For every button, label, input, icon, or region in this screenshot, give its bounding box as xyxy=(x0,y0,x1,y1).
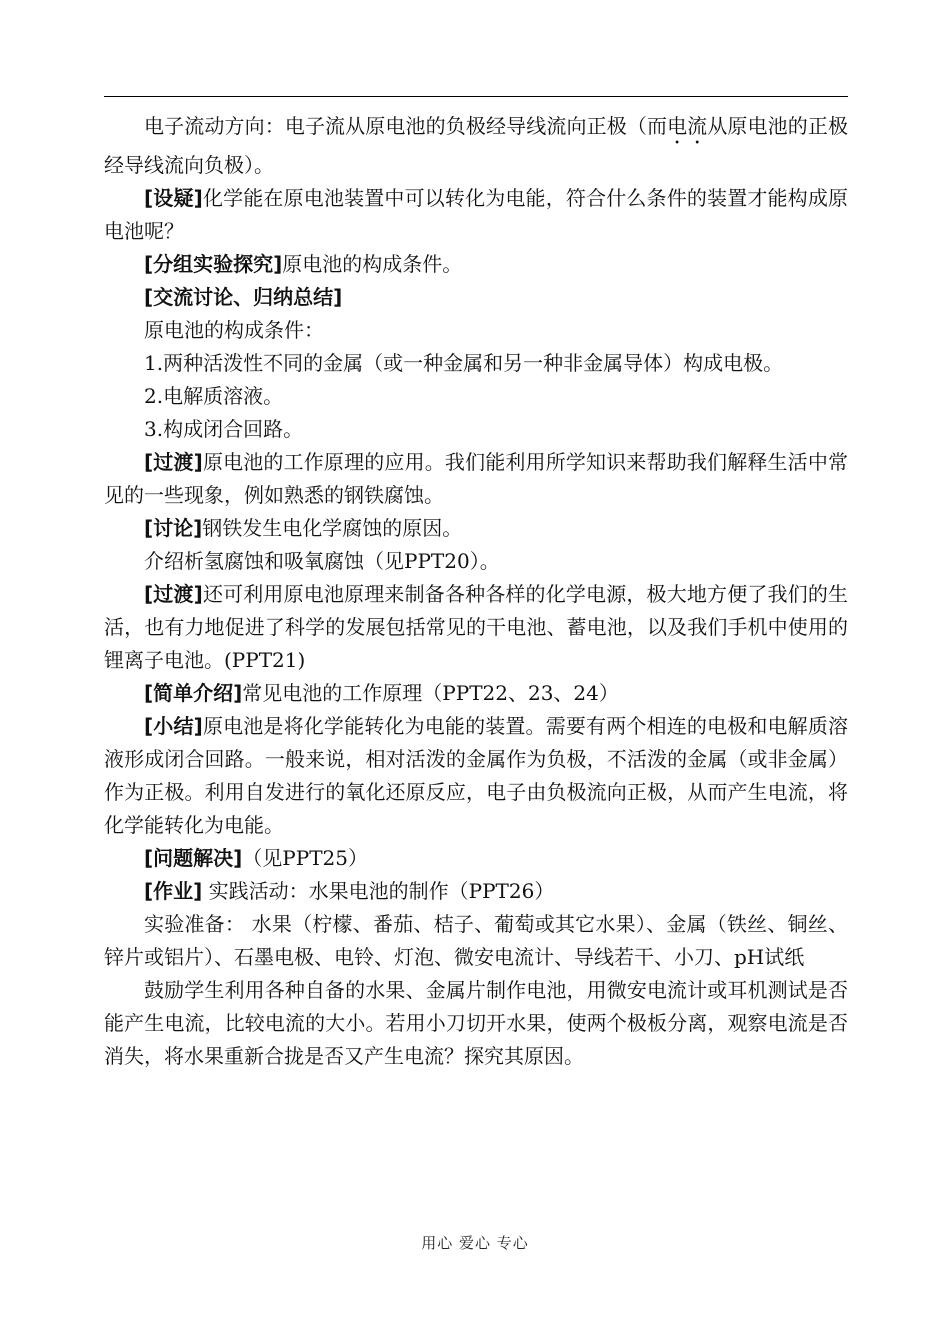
section-tag: [过渡] xyxy=(144,582,203,606)
paragraph-transition-2 xyxy=(104,578,848,677)
text-span: 还可利用原电池原理来制备各种各样的化学电源，极大地方便了我们的生活，也有力地促进了科学的发展包括常见的干电池、蓄电池，以及我们手机中使用的锂离子电池。(PPT21) xyxy=(104,582,849,672)
paragraph-group-experiment xyxy=(104,248,848,281)
section-tag: [作业] xyxy=(144,879,203,903)
page-footer: 用心 爱心 专心 xyxy=(421,1234,529,1252)
section-tag: [过渡] xyxy=(144,450,203,474)
text-span: 原电池的构成条件。 xyxy=(282,252,463,276)
text-span: 从原电池的正极经导线流向负极）。 xyxy=(104,114,849,177)
text-span: （见PPT25） xyxy=(242,846,368,870)
text-span: 电子流动方向：电子流从原电池的负极经导线流向正极（而 xyxy=(144,114,668,138)
section-tag: [小结] xyxy=(144,714,203,738)
paragraph-brief-intro xyxy=(104,677,848,710)
paragraph-encouragement: 鼓励学生利用各种自备的水果、金属片制作电池，用微安电流计或耳机测试是否能产生电流，比较电流的大小。若用小刀切开水果，使两个极板分离，观察电流是否消失，将水果重新合拢是否又产生电流？探究其原因。 xyxy=(104,978,848,1068)
section-tag: [问题解决] xyxy=(144,846,243,870)
paragraph-summary xyxy=(104,710,848,842)
text-span: 原电池是将化学能转化为电能的装置。需要有两个相连的电极和电解质溶液形成闭合回路。一般来说，相对活泼的金属作为负极，不活泼的金属（或非金属）作为正极。利用自发进行的氧化还原反应，电子由负极流向正极，从而产生电流，将化学能转化为电能。 xyxy=(104,714,849,837)
text-span: 化学能在原电池装置中可以转化为电能，符合什么条件的装置才能构成原电池呢？ xyxy=(104,186,849,243)
header-rule xyxy=(104,96,848,97)
section-tag: [讨论] xyxy=(144,516,203,540)
emphasis-dotted: 电流 xyxy=(667,114,708,138)
text-span: 原电池的工作原理的应用。我们能利用所学知识来帮助我们解释生活中常见的一些现象，例如熟悉的钢铁腐蚀。 xyxy=(104,450,849,507)
paragraph-corrosion-intro: 介绍析氢腐蚀和吸氧腐蚀（见PPT20）。 xyxy=(144,549,500,573)
paragraph-discussion-summary xyxy=(104,281,848,314)
paragraph-homework xyxy=(104,875,848,908)
paragraph-transition-1 xyxy=(104,446,848,512)
document-body xyxy=(104,110,848,1073)
text-span: 实践活动：水果电池的制作（PPT26） xyxy=(202,879,555,903)
section-tag: [简单介绍] xyxy=(144,681,243,705)
text-span: 常见电池的工作原理（PPT22、23、24） xyxy=(242,681,619,705)
text-span: 钢铁发生电化学腐蚀的原因。 xyxy=(202,516,463,540)
section-tag: [分组实验探究] xyxy=(144,252,283,276)
list-item-condition-1: 1.两种活泼性不同的金属（或一种金属和另一种非金属导体）构成电极。 xyxy=(144,351,784,375)
list-item-condition-3: 3.构成闭合回路。 xyxy=(144,417,304,441)
paragraph-electron-flow xyxy=(104,110,848,182)
paragraph-problem-solving xyxy=(104,842,848,875)
paragraph-discussion xyxy=(104,512,848,545)
section-tag: [设疑] xyxy=(144,186,203,210)
paragraph-question xyxy=(104,182,848,248)
list-item-condition-2: 2.电解质溶液。 xyxy=(144,384,284,408)
section-tag: [交流讨论、归纳总结] xyxy=(144,285,343,309)
paragraph-materials: 实验准备： 水果（柠檬、番茄、桔子、葡萄或其它水果）、金属（铁丝、铜丝、锌片或铝片）、石墨电极、电铃、灯泡、微安电流计、导线若干、小刀、pH试纸 xyxy=(104,912,848,969)
paragraph-conditions-heading: 原电池的构成条件： xyxy=(144,318,324,342)
